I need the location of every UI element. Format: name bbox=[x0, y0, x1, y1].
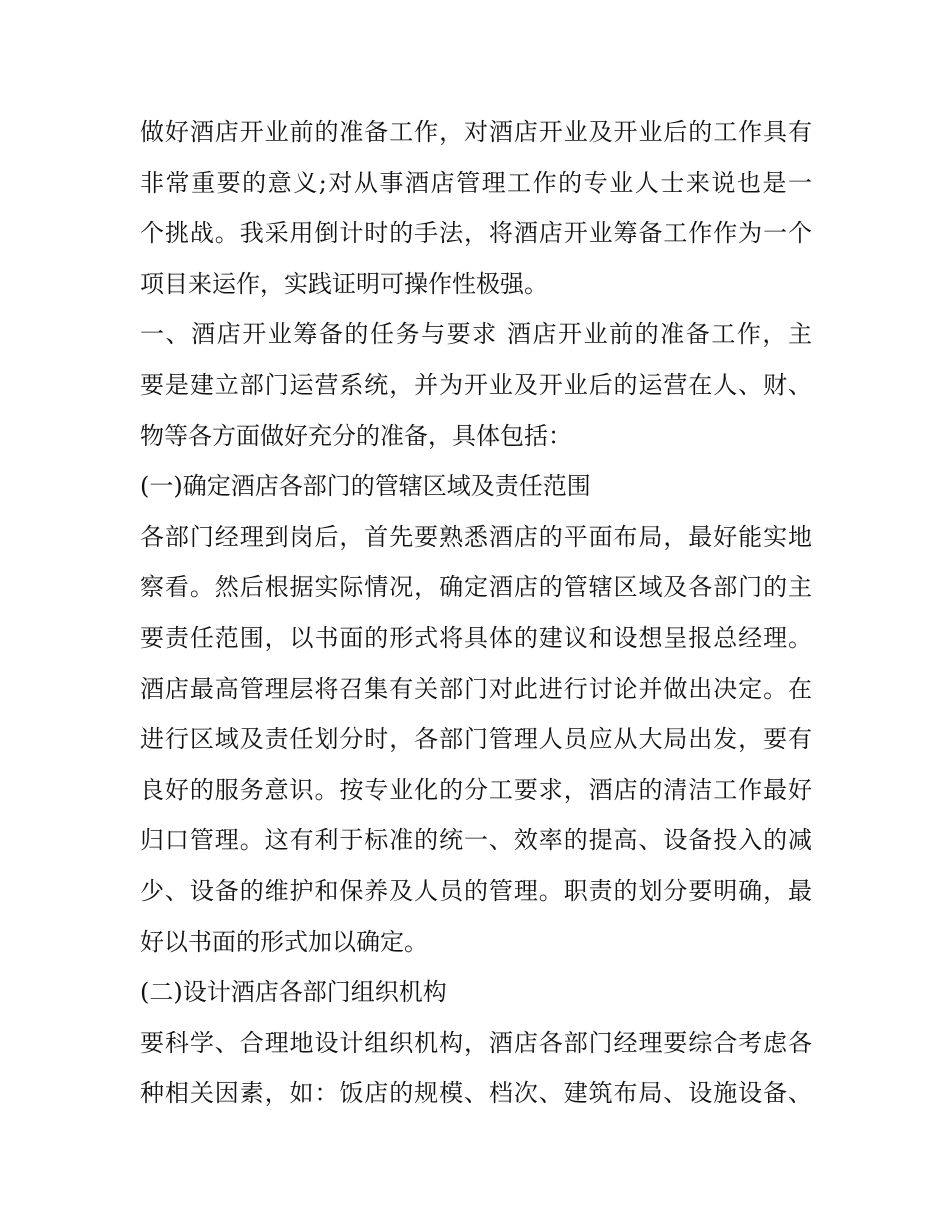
subsection-heading: (二)设计酒店各部门组织机构 bbox=[140, 978, 447, 1007]
text-line: 要是建立部门运营系统，并为开业及开业后的运营在人、财、 bbox=[140, 370, 812, 399]
text-line: 察看。然后根据实际情况，确定酒店的管辖区域及各部门的主 bbox=[140, 573, 812, 602]
section-heading-line: 一、酒店开业筹备的任务与要求 酒店开业前的准备工作，主 bbox=[140, 320, 812, 349]
text-line: 归口管理。这有利于标准的统一、效率的提高、设备投入的减 bbox=[140, 826, 812, 855]
text-line: 物等各方面做好充分的准备，具体包括： bbox=[140, 421, 572, 450]
text-line: 项目来运作，实践证明可操作性极强。 bbox=[140, 269, 548, 298]
subsection-heading: (一)确定酒店各部门的管辖区域及责任范围 bbox=[140, 472, 591, 501]
text-line: 进行区域及责任划分时，各部门管理人员应从大局出发，要有 bbox=[140, 725, 812, 754]
document-body bbox=[140, 107, 812, 1119]
text-line: 良好的服务意识。按专业化的分工要求，酒店的清洁工作最好 bbox=[140, 775, 812, 804]
text-line: 各部门经理到岗后，首先要熟悉酒店的平面布局，最好能实地 bbox=[140, 522, 812, 551]
text-line: 非常重要的意义;对从事酒店管理工作的专业人士来说也是一 bbox=[140, 168, 812, 197]
text-line: 做好酒店开业前的准备工作，对酒店开业及开业后的工作具有 bbox=[140, 118, 812, 146]
text-line: 要责任范围，以书面的形式将具体的建议和设想呈报总经理。 bbox=[140, 623, 812, 652]
text-line: 个挑战。我采用倒计时的手法，将酒店开业筹备工作作为一个 bbox=[140, 219, 812, 248]
text-line: 少、设备的维护和保养及人员的管理。职责的划分要明确，最 bbox=[140, 876, 812, 905]
text-line: 酒店最高管理层将召集有关部门对此进行讨论并做出决定。在 bbox=[140, 674, 812, 703]
text-line: 要科学、合理地设计组织机构，酒店各部门经理要综合考虑各 bbox=[140, 1028, 812, 1057]
text-line: 好以书面的形式加以确定。 bbox=[140, 927, 428, 956]
text-line: 种相关因素，如：饭店的规模、档次、建筑布局、设施设备、 bbox=[140, 1079, 812, 1108]
